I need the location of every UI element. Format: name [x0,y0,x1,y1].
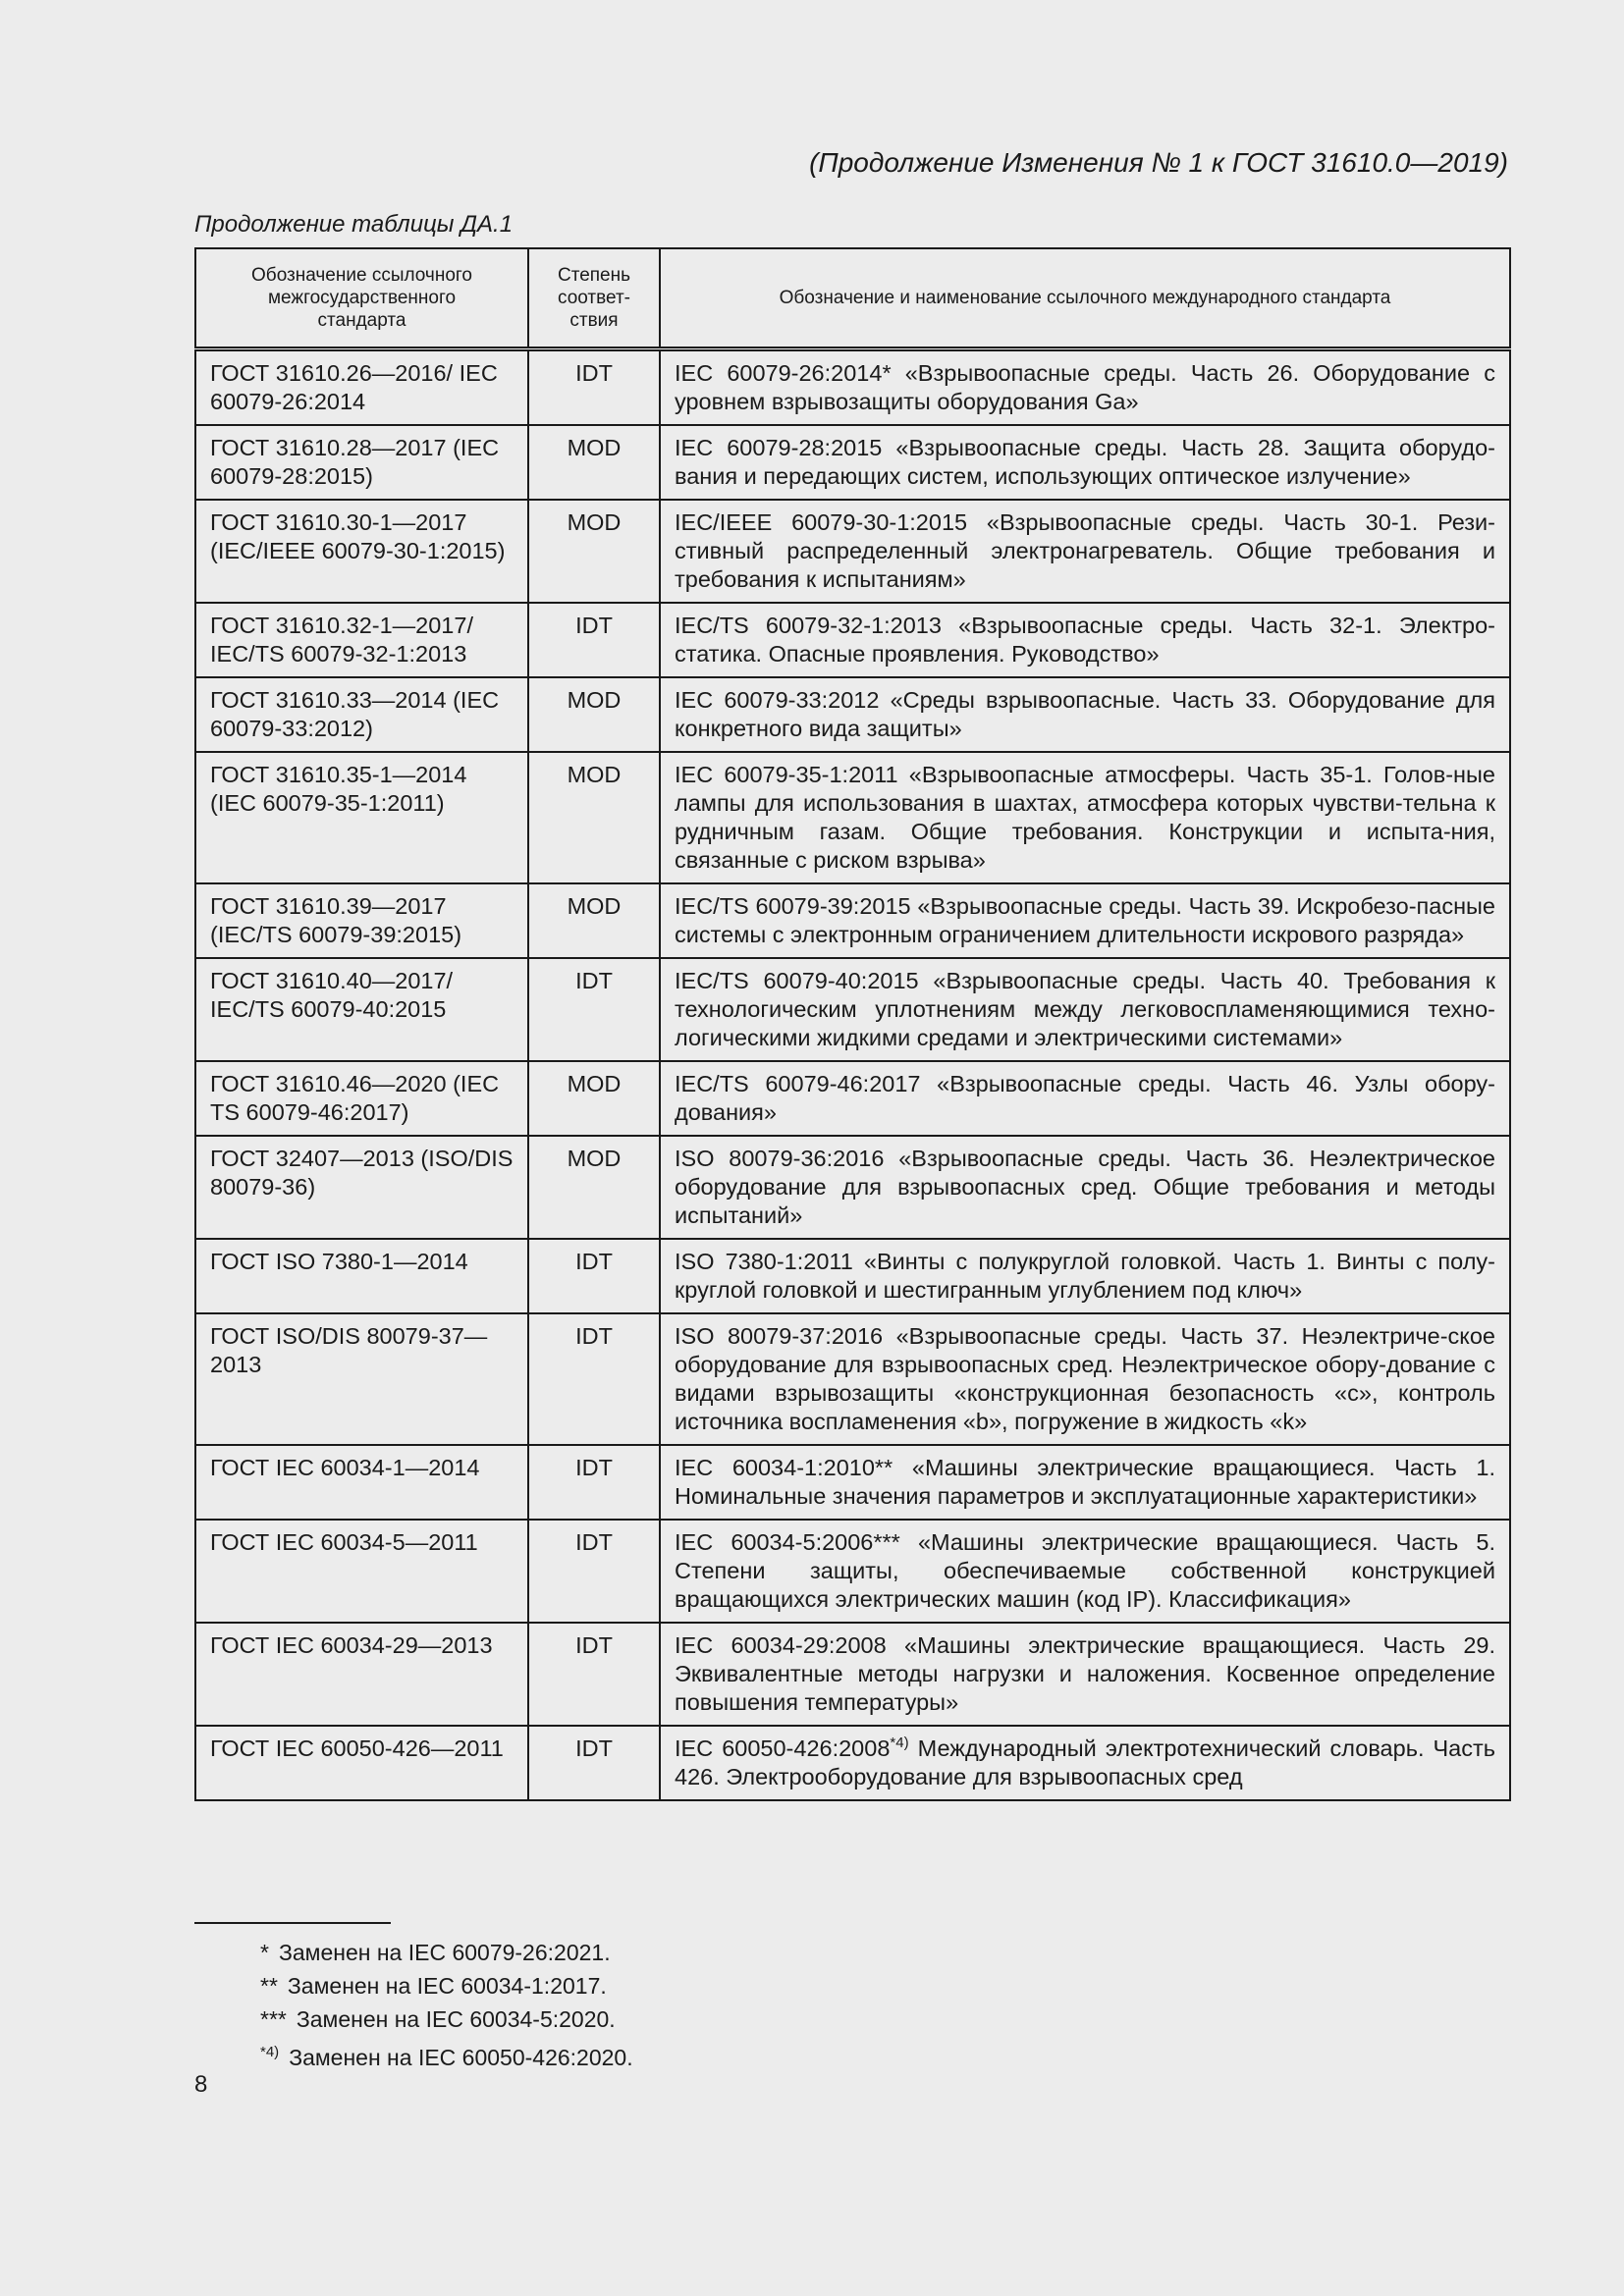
cell-international-standard [660,1623,1510,1726]
table-row [195,425,1510,500]
cell-international-standard [660,883,1510,958]
table-row [195,752,1510,883]
intl-standard-code: IEC/TS 60079-46:2017 [675,1071,921,1096]
cell-designation: ГОСТ IEC 60034-29—2013 [195,1623,528,1726]
intl-standard-code: IEC/TS 60079-39:2015 [675,893,911,919]
cell-designation: ГОСТ IEC 60050-426—2011 [195,1726,528,1800]
footnote-mark: *4) [260,2044,280,2060]
intl-standard-code: ISO 7380-1:2011 [675,1249,853,1274]
cell-degree: MOD [528,752,660,883]
cell-international-standard [660,1520,1510,1623]
intl-standard-title: «Взрывоопасные среды. Часть 30-1. Рези-стивный распределенный электронагреватель. Общие требования и требования к испытаниям» [675,509,1495,592]
intl-standard-title: «Машины электрические вращающиеся. Часть 5. Степени защиты, обеспечиваемые собственной конструкцией вращающихся электрических машин (код IP). Классификация» [675,1529,1495,1612]
intl-standard-title: «Машины электрические вращающиеся. Часть 1. Номинальные значения параметров и эксплуатационные характеристики» [675,1455,1495,1509]
footnote-text: Заменен на IEC 60034-5:2020. [296,2006,616,2032]
intl-standard-title: Международный электротехнический словарь. Часть 426. Электрооборудование для взрывоопасных сред [675,1735,1495,1789]
cell-degree: IDT [528,1313,660,1445]
footnote-text: Заменен на IEC 60050-426:2020. [289,2045,633,2070]
table-row [195,603,1510,677]
table-row [195,1623,1510,1726]
footnote-divider [194,1922,391,1924]
cell-international-standard [660,752,1510,883]
table-row [195,1313,1510,1445]
footnote-marker: ** [874,1455,893,1480]
intl-standard-code: IEC 60079-35-1:2011 [675,762,898,787]
cell-degree: MOD [528,500,660,603]
table-row [195,677,1510,752]
table-row [195,349,1510,426]
cell-designation: ГОСТ ISO 7380-1—2014 [195,1239,528,1313]
intl-standard-code: IEC 60050-426:2008 [675,1735,891,1761]
cell-designation: ГОСТ 31610.28—2017 (IEC 60079-28:2015) [195,425,528,500]
cell-degree: IDT [528,958,660,1061]
cell-degree: IDT [528,1520,660,1623]
cell-degree: IDT [528,1445,660,1520]
intl-standard-title: «Среды взрывоопасные. Часть 33. Оборудование для конкретного вида защиты» [675,687,1495,741]
cell-designation: ГОСТ 31610.39—2017 (IEC/TS 60079-39:2015) [195,883,528,958]
table-row [195,1445,1510,1520]
table-row [195,1520,1510,1623]
footnote-marker: * [882,360,892,386]
cell-international-standard [660,1136,1510,1239]
table-row [195,1239,1510,1313]
continuation-header: (Продолжение Изменения № 1 к ГОСТ 31610.0—2019) [809,147,1508,178]
table-row [195,1061,1510,1136]
intl-standard-code: IEC 60079-26:2014 [675,360,883,386]
intl-standard-title: «Взрывоопасные среды. Часть 46. Узлы обору-дования» [675,1071,1495,1125]
table-caption: Продолжение таблицы ДА.1 [194,211,514,238]
footnote-text: Заменен на IEC 60034-1:2017. [287,1973,607,1999]
footnotes [260,1936,633,2074]
cell-international-standard [660,1313,1510,1445]
cell-international-standard [660,677,1510,752]
intl-standard-code: IEC 60079-33:2012 [675,687,880,713]
cell-degree: IDT [528,1726,660,1800]
intl-standard-title: «Взрывоопасные среды. Часть 26. Оборудование с уровнем взрывозащиты оборудования Ga» [675,360,1495,414]
cell-international-standard [660,1445,1510,1520]
table-row [195,1136,1510,1239]
cell-designation: ГОСТ 31610.40—2017/ IEC/TS 60079-40:2015 [195,958,528,1061]
cell-international-standard [660,603,1510,677]
intl-standard-code: ISO 80079-36:2016 [675,1146,885,1171]
intl-standard-code: IEC 60034-29:2008 [675,1632,887,1658]
cell-degree: IDT [528,1239,660,1313]
footnote-mark: * [260,1940,269,1965]
footnote-marker: *4) [890,1735,909,1751]
table-row [195,1726,1510,1800]
cell-degree: MOD [528,677,660,752]
table-row [195,500,1510,603]
footnote-text: Заменен на IEC 60079-26:2021. [278,1940,611,1965]
column-header-international: Обозначение и наименование ссылочного международного стандарта [660,248,1510,349]
cell-designation: ГОСТ 31610.30-1—2017 (IEC/IEEE 60079-30-1:2015) [195,500,528,603]
cell-degree: IDT [528,1623,660,1726]
cell-designation: ГОСТ 31610.35-1—2014 (IEC 60079-35-1:2011) [195,752,528,883]
cell-international-standard [660,425,1510,500]
table-row [195,958,1510,1061]
cell-designation: ГОСТ 31610.33—2014 (IEC 60079-33:2012) [195,677,528,752]
cell-degree: MOD [528,1136,660,1239]
cell-degree: MOD [528,425,660,500]
cell-designation: ГОСТ 32407—2013 (ISO/DIS 80079-36) [195,1136,528,1239]
footnote-marker: *** [873,1529,900,1555]
intl-standard-title: «Машины электрические вращающиеся. Часть 29. Эквивалентные методы нагрузки и наложения. Косвенное определение повышения температуры» [675,1632,1495,1715]
cell-designation: ГОСТ 31610.32-1—2017/ IEC/TS 60079-32-1:2013 [195,603,528,677]
cell-international-standard [660,1061,1510,1136]
intl-standard-title: «Взрывоопасные среды. Часть 32-1. Электро-статика. Опасные проявления. Руководство» [675,613,1495,667]
cell-international-standard [660,1726,1510,1800]
cell-designation: ГОСТ IEC 60034-5—2011 [195,1520,528,1623]
cell-international-standard [660,1239,1510,1313]
intl-standard-code: IEC 60034-5:2006 [675,1529,874,1555]
table-header-row [195,248,1510,349]
intl-standard-title: «Винты с полукруглой головкой. Часть 1. Винты с полу-круглой головкой и шестигранным углублением под ключ» [675,1249,1495,1303]
intl-standard-code: IEC 60034-1:2010 [675,1455,875,1480]
cell-degree: IDT [528,349,660,426]
footnote-item [260,1936,633,1969]
intl-standard-code: IEC/TS 60079-40:2015 [675,968,919,993]
intl-standard-code: IEC/TS 60079-32-1:2013 [675,613,942,638]
cell-designation: ГОСТ IEC 60034-1—2014 [195,1445,528,1520]
intl-standard-code: IEC 60079-28:2015 [675,435,883,460]
cell-degree: IDT [528,603,660,677]
cell-degree: MOD [528,883,660,958]
table-row [195,883,1510,958]
footnote-mark: *** [260,2006,287,2032]
intl-standard-code: ISO 80079-37:2016 [675,1323,884,1349]
intl-standard-title: «Взрывоопасные атмосферы. Часть 35-1. Голов-ные лампы для использования в шахтах, атмосфера которых чувстви-тельна к рудничным газам. Общие требования. Конструкции и испыта-ния, связанные с риском взрыва» [675,762,1495,873]
column-header-designation: Обозначение ссылочного межгосударственного стандарта [195,248,528,349]
cell-degree: MOD [528,1061,660,1136]
cell-designation: ГОСТ 31610.26—2016/ IEC 60079-26:2014 [195,349,528,426]
reference-standards-table [194,247,1511,1801]
table-body [195,349,1510,1801]
intl-standard-title: «Взрывоопасные среды. Часть 40. Требования к технологическим уплотнениям между легковоспламеняющимися техно-логическими жидкими средами и электрическими системами» [675,968,1496,1050]
footnote-item [260,1969,633,2002]
cell-designation: ГОСТ ISO/DIS 80079-37—2013 [195,1313,528,1445]
footnote-mark: ** [260,1973,278,1999]
column-header-degree: Степень соответ-ствия [528,248,660,349]
cell-designation: ГОСТ 31610.46—2020 (IEC TS 60079-46:2017) [195,1061,528,1136]
footnote-item [260,2036,633,2074]
footnote-item [260,2002,633,2036]
intl-standard-title: «Взрывоопасные среды. Часть 39. Искробезо-пасные системы с электронным ограничением длительности искрового разряда» [675,893,1496,947]
intl-standard-title: «Взрывоопасные среды. Часть 37. Неэлектриче-ское оборудование для взрывоопасных сред. Неэлектрическое обору-дование с видами взрывозащиты «конструкционная безопасность «c», контроль источника воспламенения «b», погружение в жидкость «k» [675,1323,1495,1434]
intl-standard-code: IEC/IEEE 60079-30-1:2015 [675,509,968,535]
cell-international-standard [660,958,1510,1061]
intl-standard-title: «Взрывоопасные среды. Часть 36. Неэлектрическое оборудование для взрывоопасных сред. Общие требования и методы испытаний» [675,1146,1495,1228]
intl-standard-title: «Взрывоопасные среды. Часть 28. Защита оборудо-вания и передающих систем, использующих оптическое излучение» [675,435,1495,489]
cell-international-standard [660,349,1510,426]
page-number: 8 [194,2071,208,2098]
cell-international-standard [660,500,1510,603]
